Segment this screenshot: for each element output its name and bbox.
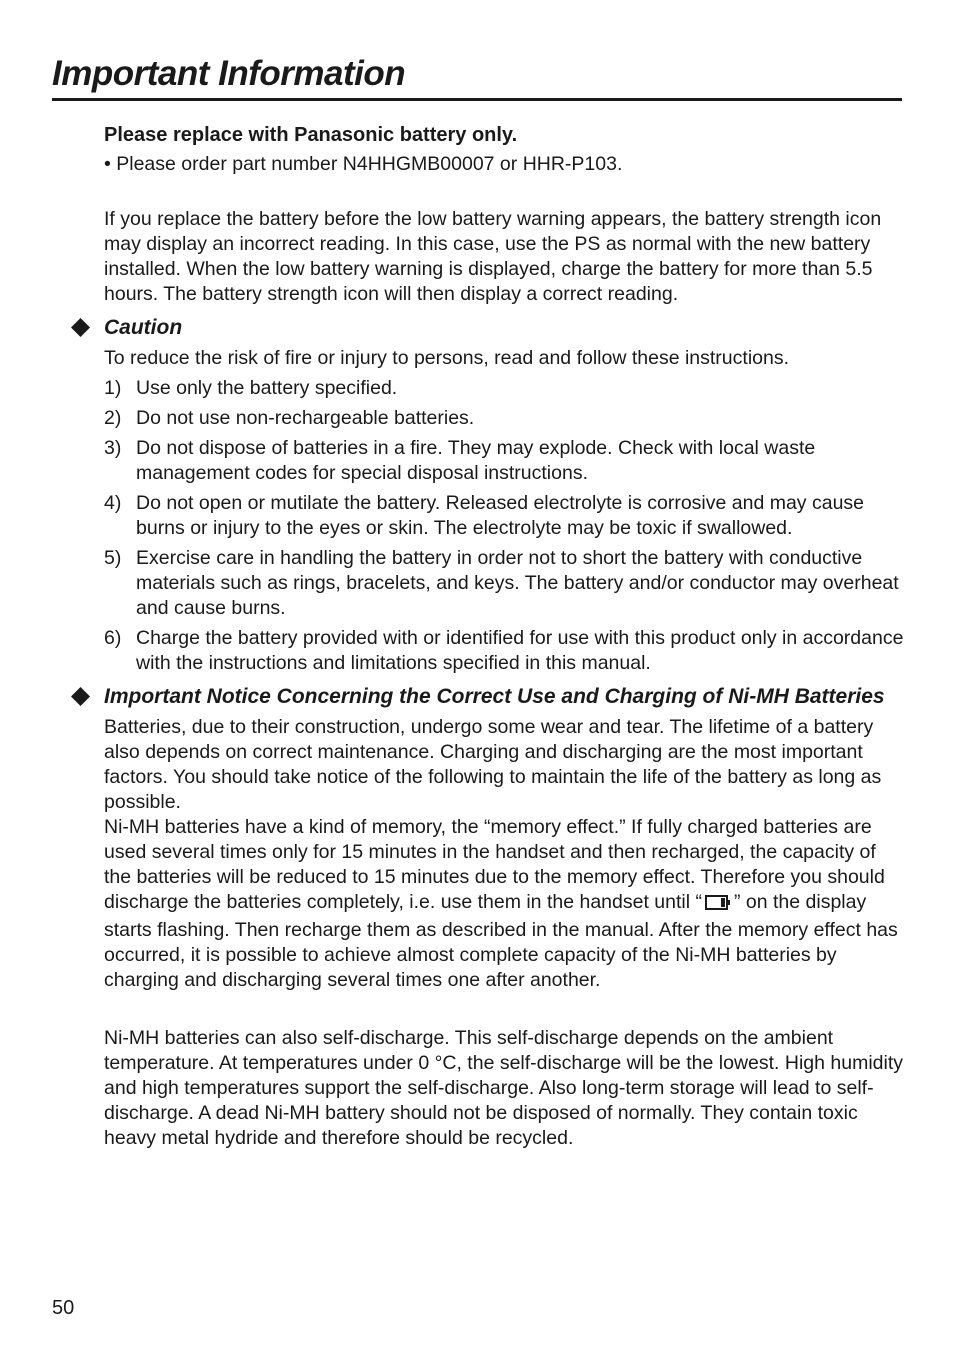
list-item xyxy=(104,626,904,676)
main-content xyxy=(104,122,904,1151)
part-number-note: • Please order part number N4HHGMB00007 or HHR-P103. xyxy=(104,153,623,175)
replace-battery-heading: Please replace with Panasonic battery only. xyxy=(104,124,518,146)
battery-empty-icon xyxy=(705,893,731,918)
list-item-text: Do not open or mutilate the battery. Released electrolyte is corrosive and may cause burns or injury to the eyes or skin. The electrolyte may be toxic if swallowed. xyxy=(136,492,865,539)
list-item xyxy=(104,376,904,401)
list-item-text: Do not dispose of batteries in a fire. They may explode. Check with local waste management codes for special disposal instructions. xyxy=(136,437,816,484)
list-item-number: 6) xyxy=(104,627,122,649)
caution-heading-label: Caution xyxy=(104,316,183,339)
memory-effect-text-start: Ni-MH batteries have a kind of memory, the “memory effect.” If fully charged batteries are used several times only for 15 minutes in the handset and then recharged, the capacity of the batteries will be reduced to 15 minutes due to the memory effect. Therefore you should discharge the batteries completely, i.e. use them in the handset until “ xyxy=(104,816,885,913)
low-battery-paragraph: If you replace the battery before the low battery warning appears, the battery strength icon may display an incorrect reading. In this case, use the PS as normal with the new battery installed. When the low battery warning is displayed, charge the battery for more than 5.5 hours. The battery strength icon will then display a correct reading. xyxy=(104,208,882,305)
list-item-text: Exercise care in handling the battery in order not to short the battery with conductive materials such as rings, bracelets, and keys. The battery and/or conductor may overheat and cause burns. xyxy=(136,547,899,619)
list-item xyxy=(104,546,904,621)
nimh-paragraph-memory-effect xyxy=(104,815,904,993)
list-item xyxy=(104,491,904,541)
diamond-bullet-icon xyxy=(71,318,90,337)
list-item xyxy=(104,436,904,486)
nimh-paragraph-wear: Batteries, due to their construction, undergo some wear and tear. The lifetime of a battery also depends on correct maintenance. Charging and discharging are the most important factors. You should take notice of the following to maintain the life of the battery as long as possible. xyxy=(104,716,882,813)
list-item-text: Do not use non-rechargeable batteries. xyxy=(136,407,475,429)
list-item-number: 2) xyxy=(104,407,122,429)
caution-list xyxy=(104,376,904,676)
page-number: 50 xyxy=(52,1297,75,1319)
list-item-text: Use only the battery specified. xyxy=(136,377,398,399)
list-item xyxy=(104,406,904,431)
list-item-text: Charge the battery provided with or identified for use with this product only in accordance with the instructions and limitations specified in this manual. xyxy=(136,627,904,674)
caution-intro: To reduce the risk of fire or injury to persons, read and follow these instructions. xyxy=(104,347,790,369)
nimh-paragraph-self-discharge: Ni-MH batteries can also self-discharge. This self-discharge depends on the ambient temperature. At temperatures under 0 °C, the self-discharge will be the lowest. High humidity and high temperatures support the self-discharge. Also long-term storage will lead to self-discharge. A dead Ni-MH battery should not be disposed of normally. They contain toxic heavy metal hydride and therefore should be recycled. xyxy=(104,1027,904,1149)
page-title: Important Information xyxy=(52,54,406,93)
list-item-number: 5) xyxy=(104,547,122,569)
memory-effect-text-end: ” on the display starts flashing. Then recharge them as described in the manual. After the memory effect has occurred, it is possible to achieve almost complete capacity of the Ni-MH batteries by charging and discharging several times one after another. xyxy=(104,891,898,991)
caution-heading xyxy=(104,314,904,341)
list-item-number: 1) xyxy=(104,377,122,399)
list-item-number: 3) xyxy=(104,437,122,459)
nimh-heading-label: Important Notice Concerning the Correct Use and Charging of Ni-MH Batteries xyxy=(104,685,885,708)
diamond-bullet-icon xyxy=(71,687,90,706)
nimh-heading xyxy=(104,683,904,710)
title-rule xyxy=(52,98,902,101)
list-item-number: 4) xyxy=(104,492,122,514)
